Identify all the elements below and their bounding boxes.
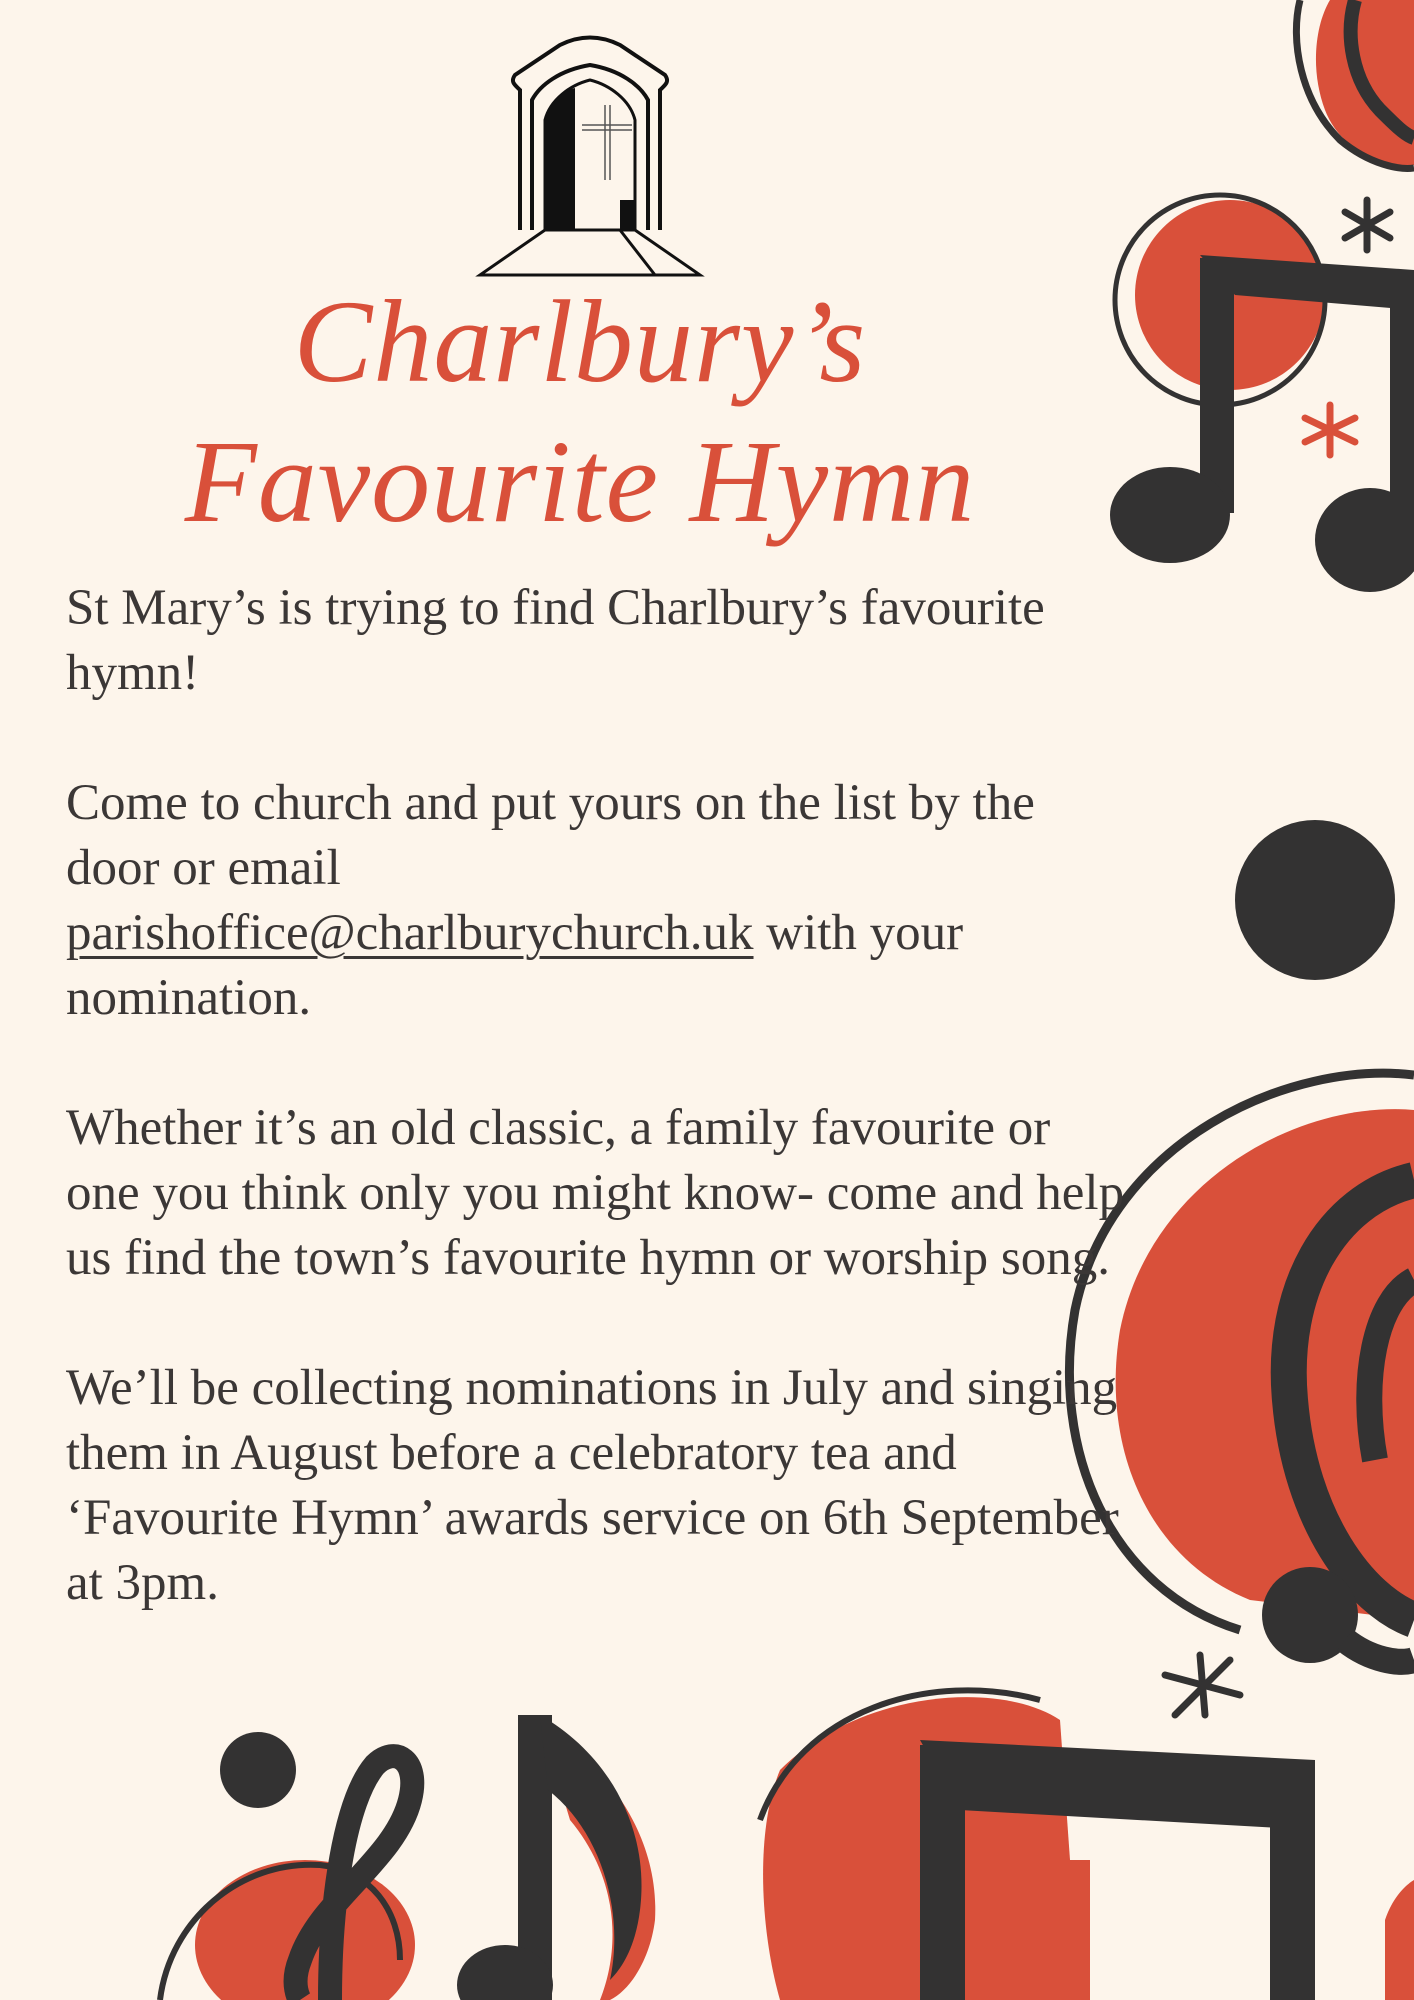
email-link[interactable]: parishoffice@charlburychurch.uk bbox=[66, 905, 754, 961]
treble-clef-icon bbox=[160, 1732, 415, 2000]
music-note-icon bbox=[457, 1715, 655, 2000]
schedule-paragraph: We’ll be collecting nominations in July and singing them in August before a celebratory tea and ‘Favourite Hymn’ awards service on 6th September at 3pm. bbox=[66, 1360, 1119, 1611]
nomination-paragraph bbox=[66, 771, 1126, 1031]
beamed-notes-icon bbox=[760, 1690, 1414, 2000]
beamed-notes-icon bbox=[1110, 195, 1414, 592]
red-blob-top-right bbox=[1296, 0, 1414, 168]
church-door-icon bbox=[470, 30, 710, 280]
nomination-text-after: with your nomination. bbox=[66, 905, 964, 1026]
nomination-text-before: Come to church and put yours on the list by the door or email bbox=[66, 775, 1035, 896]
asterisk-icon bbox=[1345, 200, 1390, 250]
asterisk-icon bbox=[1165, 1655, 1240, 1715]
note-dot-icon bbox=[1235, 820, 1395, 980]
whether-paragraph: Whether it’s an old classic, a family favourite or one you think only you might know- come and help us find the town’s favourite hymn or worship song. bbox=[66, 1100, 1125, 1286]
poster-title: Charlbury’s Favourite Hymn bbox=[184, 276, 976, 547]
poster-body bbox=[66, 576, 1126, 1681]
intro-paragraph: St Mary’s is trying to find Charlbury’s favourite hymn! bbox=[66, 580, 1045, 701]
